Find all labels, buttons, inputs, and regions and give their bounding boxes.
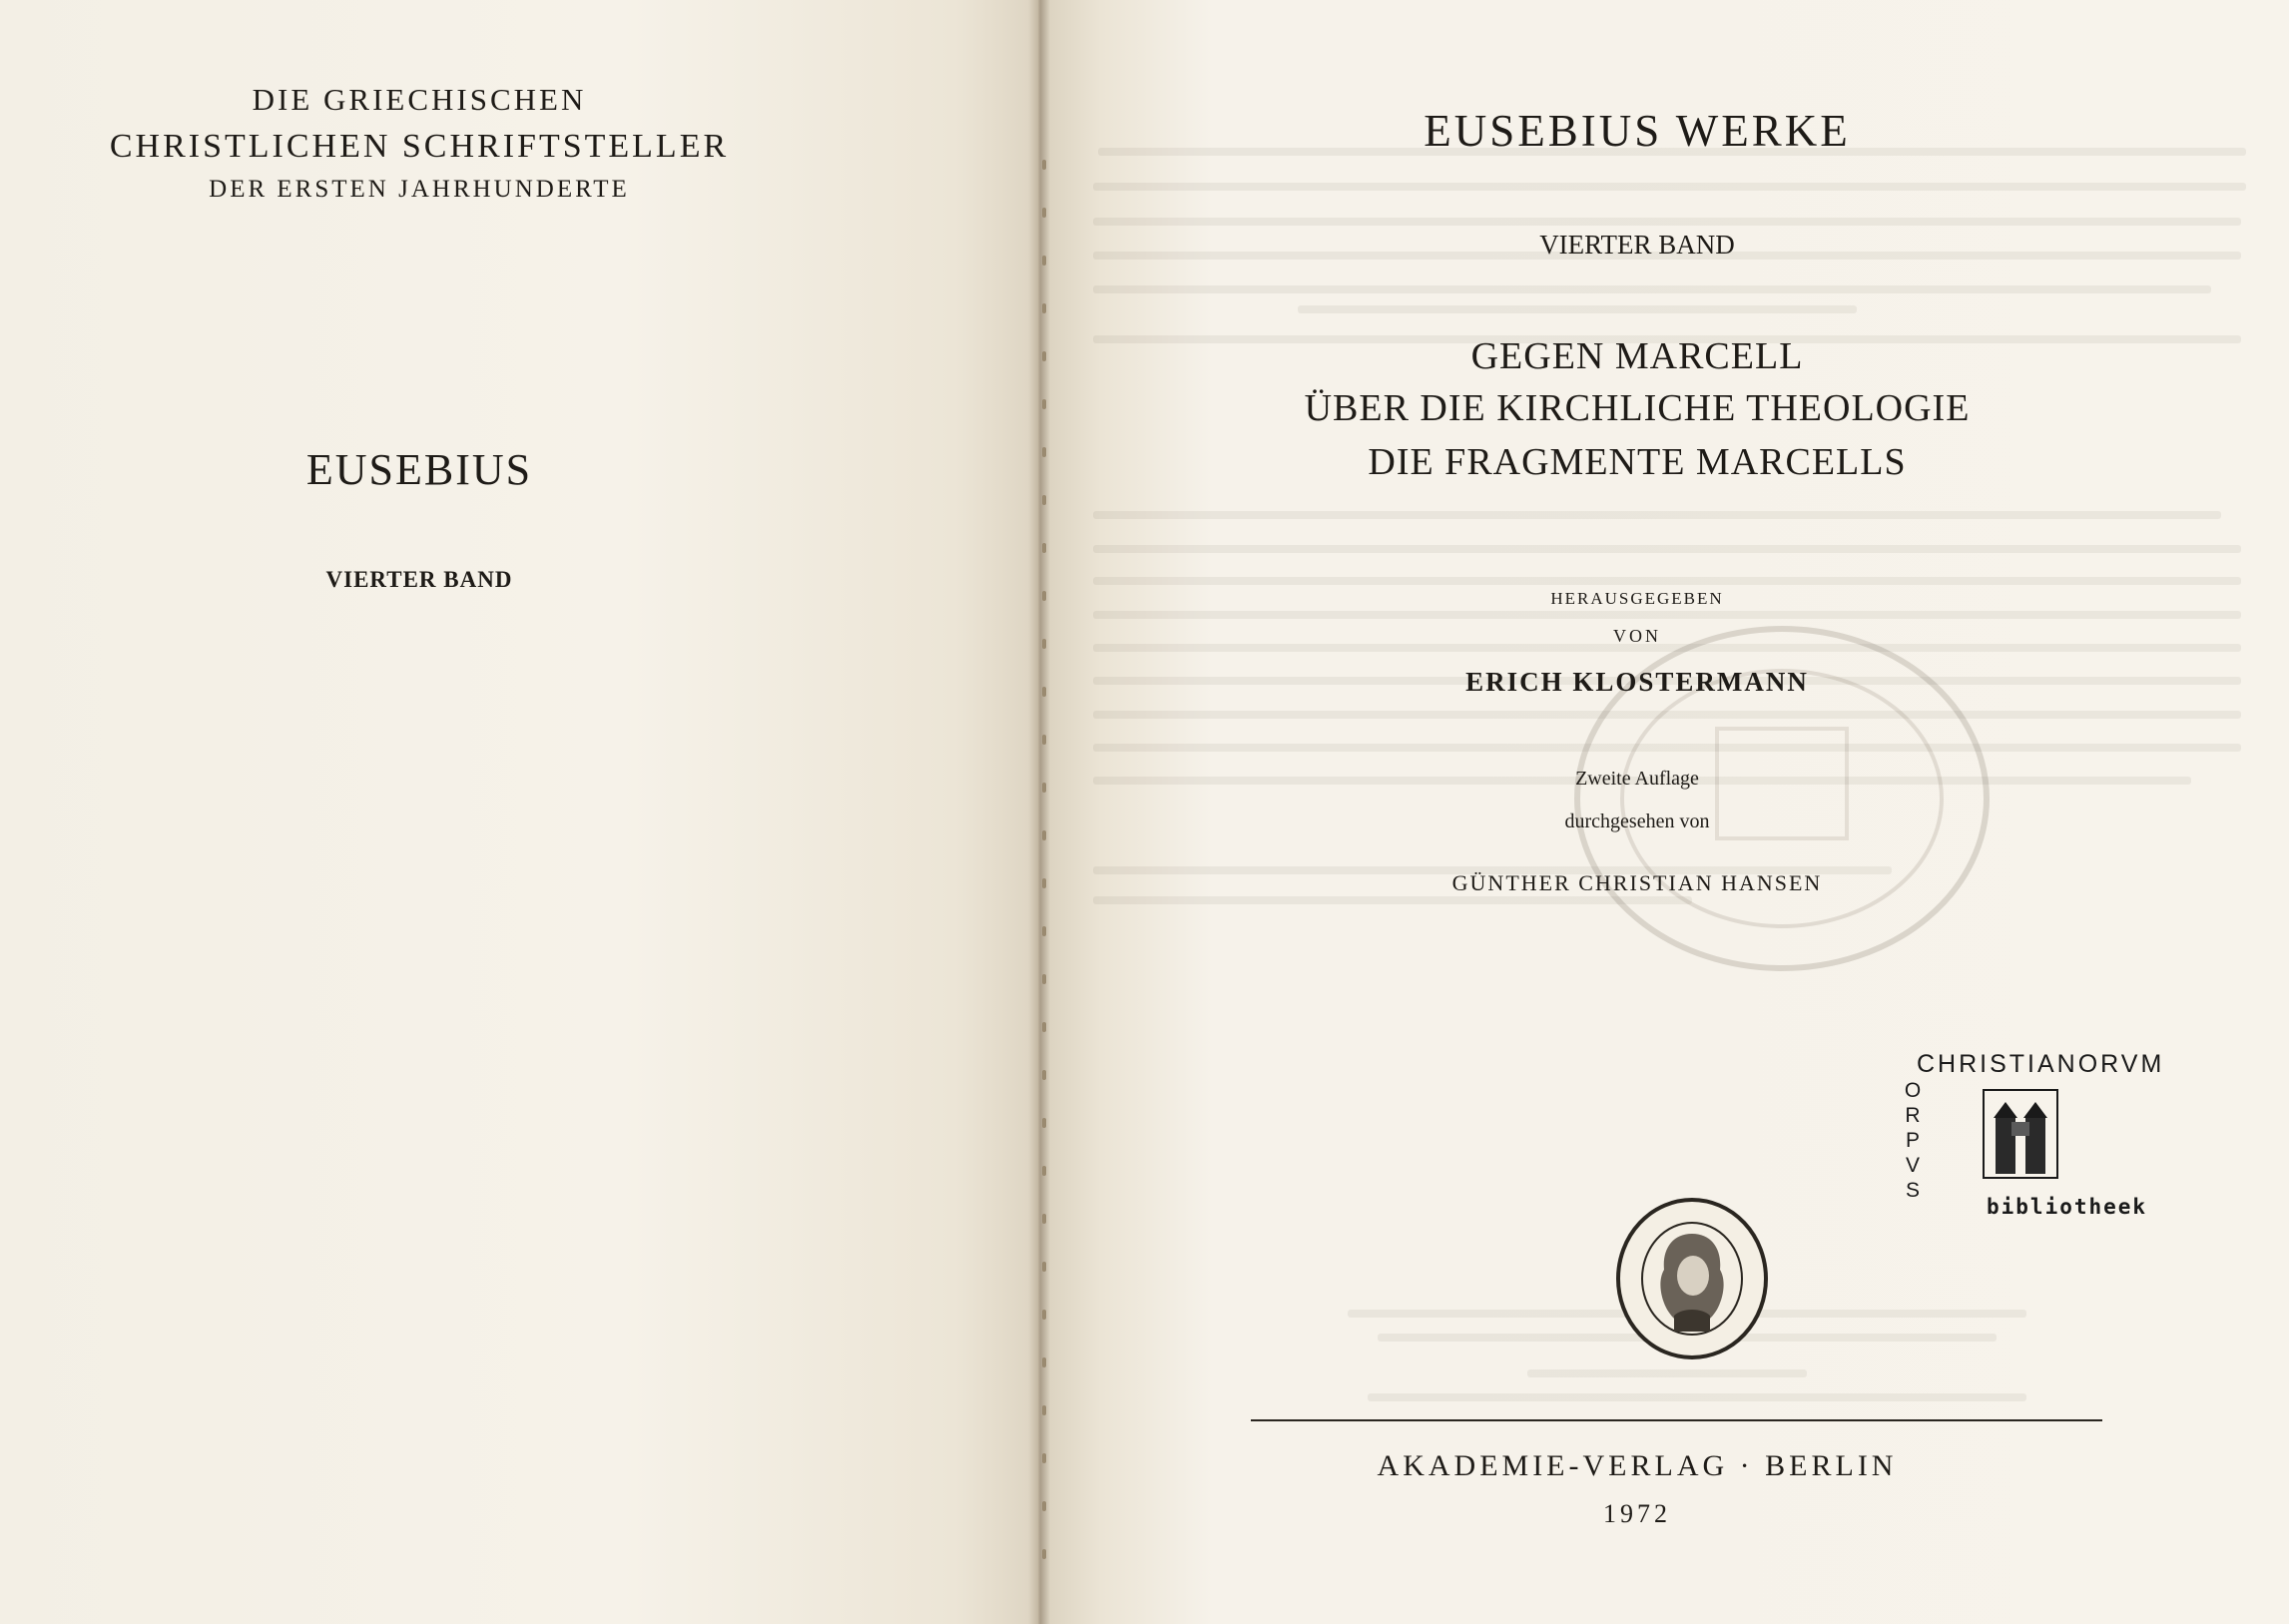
publisher-rule: [1251, 1419, 2102, 1421]
binding-stitch: [1042, 1549, 1046, 1559]
binding-stitch: [1042, 160, 1046, 170]
portrait-medallion-icon: [1614, 1196, 1770, 1361]
series-title-line-1: DIE GRIECHISCHEN: [252, 82, 587, 117]
binding-stitch: [1042, 208, 1046, 218]
subtitle-line-2: ÜBER DIE KIRCHLICHE THEOLOGIE: [1304, 387, 1971, 429]
binding-stitch: [1042, 1262, 1046, 1272]
corpus-letter: O: [1904, 1079, 1922, 1102]
corpus-letter: V: [1905, 1154, 1920, 1177]
binding-stitch: [1042, 735, 1046, 745]
binding-stitch: [1042, 1166, 1046, 1176]
binding-stitch: [1042, 1022, 1046, 1032]
binding-stitch: [1042, 1501, 1046, 1511]
corpus-letter: R: [1905, 1104, 1921, 1127]
binding-stitch: [1042, 1070, 1046, 1080]
binding-stitch: [1042, 687, 1046, 697]
show-through-line: [1093, 183, 2246, 191]
edition-label: Zweite Auflage: [1575, 768, 1699, 790]
show-through-line: [1093, 511, 2221, 519]
von-label: VON: [1613, 626, 1661, 646]
corpus-christianorum-mark: [1902, 1050, 2201, 1230]
publisher-line: AKADEMIE-VERLAG · BERLIN: [1377, 1449, 1898, 1482]
binding-stitch: [1042, 1405, 1046, 1415]
binding-stitch: [1042, 256, 1046, 266]
binding-stitch: [1042, 1310, 1046, 1320]
binding-stitch: [1042, 1118, 1046, 1128]
binding-stitch: [1042, 878, 1046, 888]
show-through-line: [1527, 1369, 1807, 1377]
binding-stitch: [1042, 783, 1046, 793]
corpus-vertical-letters: [1902, 1078, 1924, 1203]
binding-stitch: [1042, 303, 1046, 313]
corpus-library-word: bibliotheek: [1987, 1195, 2148, 1219]
corpus-letter: S: [1905, 1179, 1920, 1202]
series-title-line-3: DER ERSTEN JAHRHUNDERTE: [209, 176, 630, 203]
reviewed-by-label: durchgesehen von: [1564, 811, 1710, 832]
binding-stitch: [1042, 1214, 1046, 1224]
corpus-top-word: CHRISTIANORVM: [1917, 1050, 2165, 1078]
reviser-name: GÜNTHER CHRISTIAN HANSEN: [1451, 870, 1823, 895]
binding-stitch: [1042, 351, 1046, 361]
editor-name: ERICH KLOSTERMANN: [1465, 667, 1809, 697]
show-through-line: [1093, 611, 2241, 619]
binding-stitch: [1042, 495, 1046, 505]
binding-stitch: [1042, 591, 1046, 601]
corpus-letter: P: [1905, 1129, 1920, 1152]
binding-stitch: [1042, 639, 1046, 649]
saints-figure-icon: [1982, 1088, 2059, 1180]
show-through-line: [1093, 285, 2211, 293]
subtitle-line-3: DIE FRAGMENTE MARCELLS: [1368, 441, 1907, 483]
work-title: EUSEBIUS WERKE: [1424, 106, 1851, 156]
binding-stitch: [1042, 543, 1046, 553]
show-through-line: [1093, 577, 2241, 585]
show-through-line: [1093, 545, 2241, 553]
binding-stitch: [1042, 926, 1046, 936]
edited-by-label: HERAUSGEGEBEN: [1550, 589, 1724, 608]
left-volume-label: VIERTER BAND: [325, 567, 513, 592]
volume-label: VIERTER BAND: [1539, 230, 1735, 260]
binding-stitch: [1042, 1453, 1046, 1463]
publication-year: 1972: [1603, 1499, 1671, 1528]
series-title-line-2: CHRISTLICHEN SCHRIFTSTELLER: [109, 128, 730, 165]
show-through-line: [1093, 218, 2241, 226]
left-page: [0, 0, 1038, 1624]
binding-stitch: [1042, 1357, 1046, 1367]
binding-stitch: [1042, 974, 1046, 984]
subtitle-line-1: GEGEN MARCELL: [1470, 335, 1804, 377]
binding-stitch: [1042, 447, 1046, 457]
show-through-line: [1368, 1393, 2026, 1401]
book-gutter: [1028, 0, 1050, 1624]
left-author-title: EUSEBIUS: [305, 445, 533, 494]
binding-stitch: [1042, 399, 1046, 409]
show-through-line: [1298, 305, 1857, 313]
binding-stitch: [1042, 830, 1046, 840]
